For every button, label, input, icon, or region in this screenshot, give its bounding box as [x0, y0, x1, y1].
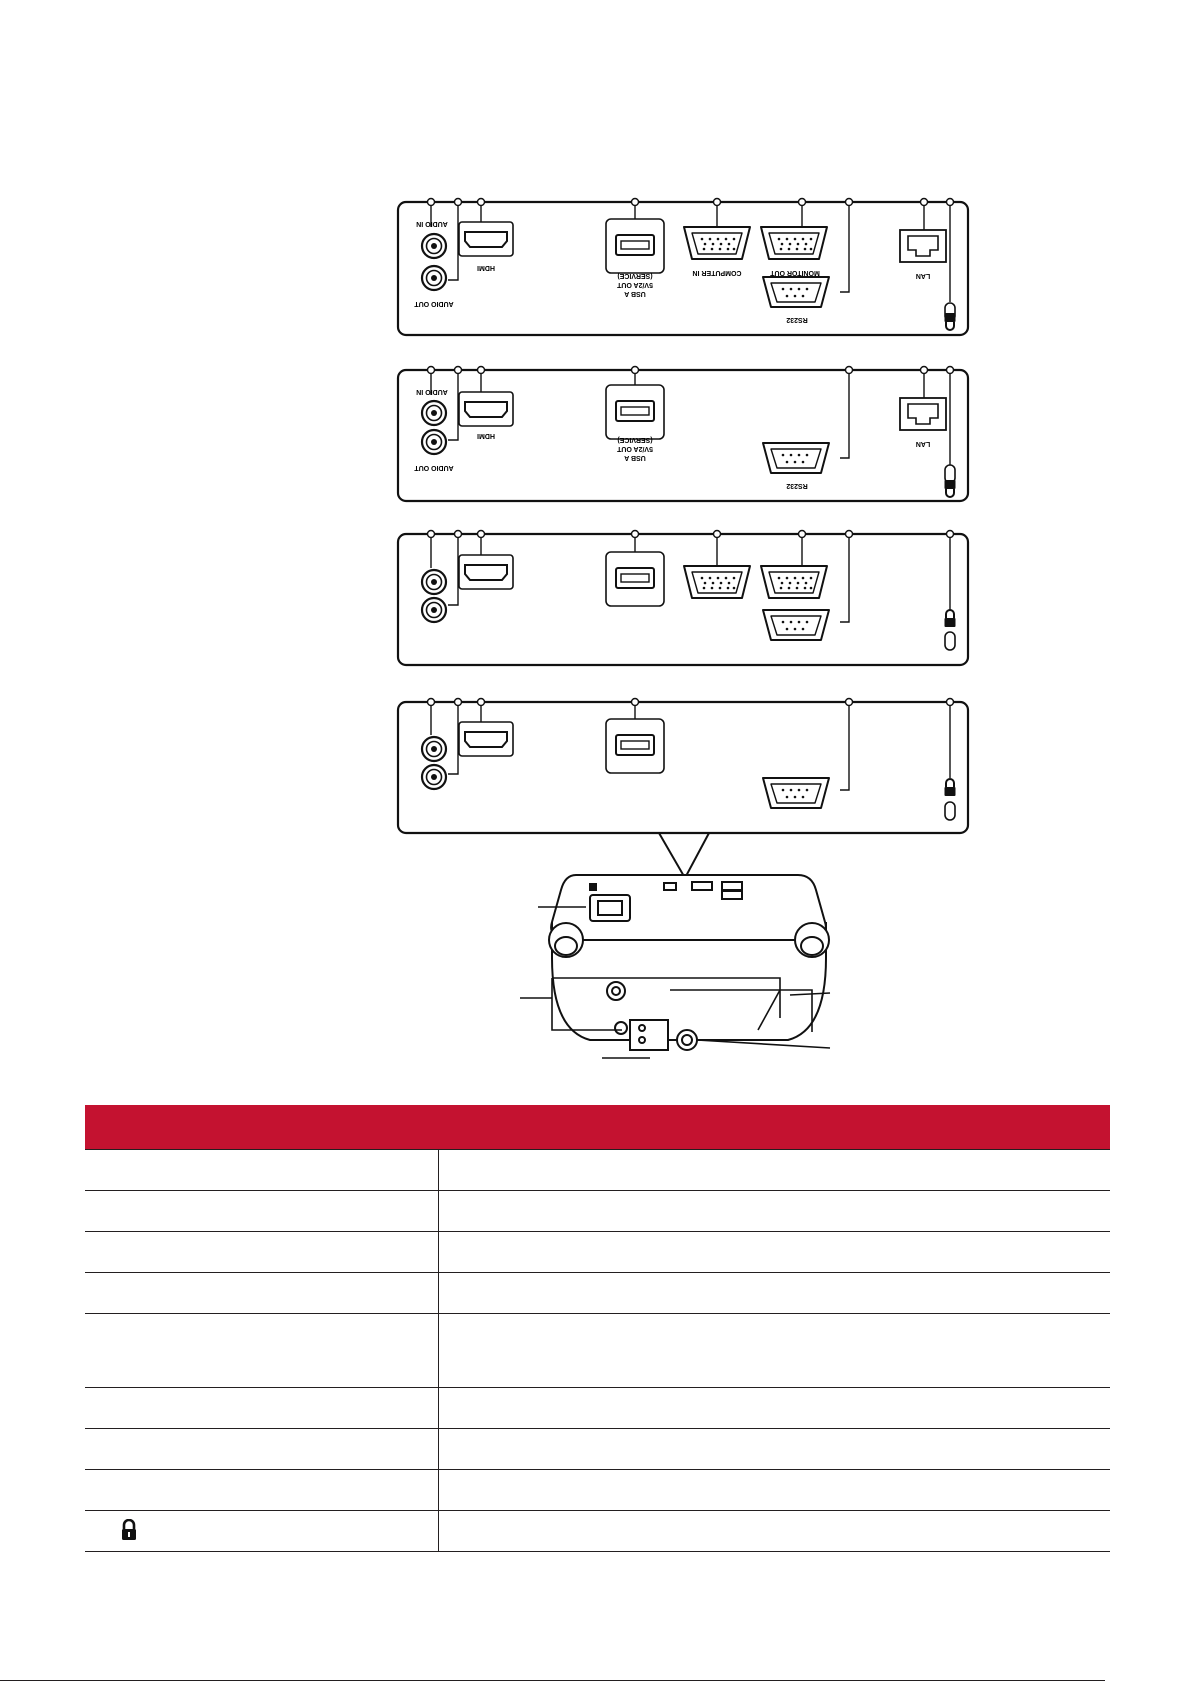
panel-2 — [398, 367, 968, 502]
header-port — [85, 1105, 438, 1150]
port-cell — [85, 1191, 438, 1232]
table-header-row — [85, 1105, 1110, 1150]
description-cell — [438, 1470, 1110, 1511]
usb-label-line-2: 5V/2A OUT — [617, 281, 653, 288]
usb-label-line-1: USB A — [624, 290, 646, 297]
audio-in-label: AUDIO IN — [416, 388, 448, 395]
audio-out-label: AUDIO OUT — [414, 464, 454, 471]
rs232-label: RS232 — [786, 482, 808, 489]
port-cell — [85, 1470, 438, 1511]
port-cell — [85, 1388, 438, 1429]
description-cell — [438, 1191, 1110, 1232]
table-row — [85, 1470, 1110, 1511]
usb-label-line-2: 5V/2A OUT — [617, 445, 653, 452]
page-bottom-rule — [0, 1680, 1105, 1681]
description-cell — [438, 1429, 1110, 1470]
table-row — [85, 1191, 1110, 1232]
lan-label: LAN — [915, 440, 931, 447]
hdmi-label: HDMI — [477, 432, 495, 439]
table-row — [85, 1150, 1110, 1191]
panel-4 — [398, 699, 968, 834]
table-row — [85, 1273, 1110, 1314]
lan-label: LAN — [915, 272, 931, 279]
lock-icon — [121, 1519, 137, 1544]
port-cell — [85, 1511, 438, 1552]
monitor-out-label: MONITOR OUT — [770, 269, 820, 276]
description-cell — [438, 1314, 1110, 1388]
port-cell — [85, 1232, 438, 1273]
description-cell — [438, 1232, 1110, 1273]
usb-label-line-3: (SERVICE) — [617, 436, 653, 443]
description-cell — [438, 1150, 1110, 1191]
port-cell — [85, 1273, 438, 1314]
table-row — [85, 1388, 1110, 1429]
port-cell — [85, 1314, 438, 1388]
rs232-label: RS232 — [786, 316, 808, 323]
projector-bottom-view — [520, 875, 830, 1058]
table-row — [85, 1314, 1110, 1388]
port-cell — [85, 1429, 438, 1470]
table-row — [85, 1232, 1110, 1273]
table-row — [85, 1429, 1110, 1470]
table-row — [85, 1511, 1110, 1552]
usb-label-line-3: (SERVICE) — [617, 272, 653, 279]
description-cell — [438, 1388, 1110, 1429]
hdmi-label: HDMI — [477, 264, 495, 271]
audio-in-label: AUDIO IN — [416, 220, 448, 227]
callout-lines — [659, 833, 709, 878]
audio-out-label: AUDIO OUT — [414, 300, 454, 307]
description-cell — [438, 1273, 1110, 1314]
description-cell — [438, 1511, 1110, 1552]
port-cell — [85, 1150, 438, 1191]
ports-table — [85, 1105, 1110, 1552]
panel-1 — [398, 199, 968, 336]
panel-3 — [398, 531, 968, 666]
computer-in-label: COMPUTER IN — [692, 269, 742, 276]
header-description — [438, 1105, 1110, 1150]
usb-label-line-1: USB A — [624, 454, 646, 461]
